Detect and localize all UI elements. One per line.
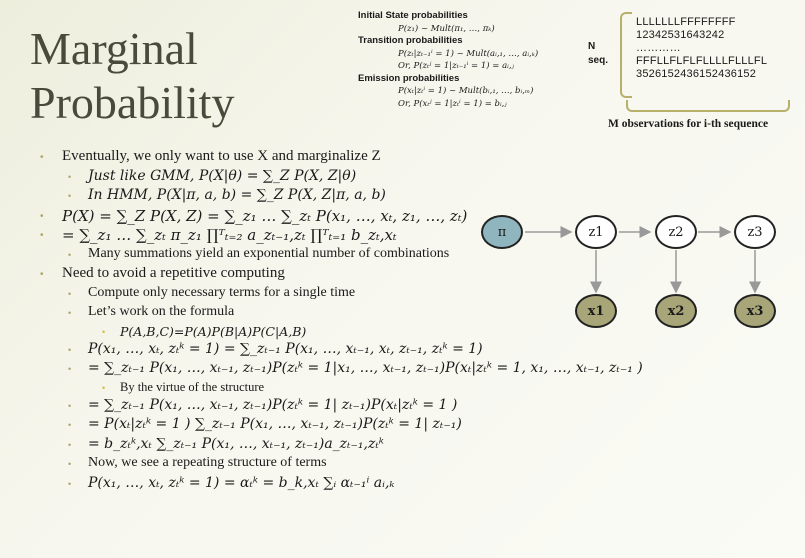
bullet-text: Many summations yield an exponential number of combinations bbox=[88, 245, 450, 261]
bullet-dot: • bbox=[68, 249, 72, 260]
n-sequences-label bbox=[588, 40, 618, 68]
initial-state-equation: P(z₁) ~ Mult(π₁, …, πₖ) bbox=[398, 23, 495, 34]
node-x3: x3 bbox=[734, 294, 776, 328]
bullet-text: = b_zₜᵏ,xₜ ∑_zₜ₋₁ P(x₁, …, xₜ₋₁, zₜ₋₁)a_zₜ₋₁,zₜᵏ bbox=[88, 435, 384, 452]
bullet-dot: • bbox=[40, 269, 44, 280]
bullet-dot: • bbox=[68, 364, 72, 374]
bullet-level-2 bbox=[38, 416, 798, 436]
bullet-level-2 bbox=[38, 168, 798, 188]
bullet-dot: • bbox=[68, 439, 72, 450]
hmm-parameter-definitions bbox=[358, 10, 588, 110]
node-x2: x2 bbox=[655, 294, 697, 328]
sequence-line: LLLLLLLFFFFFFFF bbox=[636, 16, 736, 28]
transition-equation-2: Or, P(zₜʲ = 1|zₜ₋₁ⁱ = 1) = aᵢ,ⱼ bbox=[398, 61, 514, 71]
bullet-dot: • bbox=[40, 210, 44, 222]
bullet-level-2 bbox=[38, 455, 798, 475]
emission-equation-2: Or, P(xₜʲ = 1|zₜⁱ = 1) = bᵢ,ⱼ bbox=[398, 98, 507, 109]
left-brace bbox=[620, 12, 632, 98]
m-observations-label: M observations for i-th sequence bbox=[608, 118, 769, 130]
bullet-dot: • bbox=[102, 326, 106, 337]
sequence-block bbox=[636, 16, 796, 81]
bullet-dot: • bbox=[68, 171, 72, 182]
bullet-dot: • bbox=[68, 288, 72, 299]
initial-state-label: Initial State probabilities bbox=[358, 10, 468, 21]
bullet-level-1 bbox=[38, 148, 798, 168]
bullet-dot: • bbox=[40, 152, 44, 163]
bullet-text: Now, we see a repeating structure of terms bbox=[88, 455, 327, 470]
bullet-text: Need to avoid a repetitive computing bbox=[62, 265, 285, 281]
bullet-text: Compute only necessary terms for a single time bbox=[88, 284, 356, 300]
bullet-text: In HMM, P(X|π, a, b) = ∑_Z P(X, Z|π, a, b) bbox=[88, 187, 386, 203]
node-z2: z2 bbox=[655, 215, 697, 249]
emission-label: Emission probabilities bbox=[358, 72, 460, 84]
bullet-level-2 bbox=[38, 397, 798, 417]
sequence-line: FFFLLFLFLFLLLLFLLLFL bbox=[636, 55, 768, 67]
bullet-text: = ∑_z₁ … ∑_zₜ π_z₁ ∏ᵀₜ₌₂ a_zₜ₋₁,zₜ ∏ᵀₜ₌₁ b_zₜ,xₜ bbox=[62, 226, 397, 244]
bullet-level-2 bbox=[38, 341, 798, 361]
bullet-dot: • bbox=[68, 344, 72, 355]
node-z1: z1 bbox=[575, 215, 617, 249]
bullet-text: = P(xₜ|zₜᵏ = 1 ) ∑_zₜ₋₁ P(x₁, …, xₜ₋₁, zₜ₋₁)P(zₜᵏ = 1| zₜ₋₁) bbox=[88, 416, 462, 432]
seq-label: seq. bbox=[588, 55, 609, 66]
emission-equation-1: P(xₜ|zₜⁱ = 1) ~ Mult(bᵢ,₁, …, bᵢ,ₘ) bbox=[398, 86, 534, 96]
transition-equation-1: P(zₜ|zₜ₋₁ⁱ = 1) ~ Mult(aᵢ,₁, …, aᵢ,ₖ) bbox=[398, 48, 539, 59]
slide-title bbox=[30, 22, 350, 130]
bullet-dot: • bbox=[68, 308, 72, 318]
bullet-dot: • bbox=[68, 420, 72, 430]
sequence-line: 3526152436152436152 bbox=[636, 68, 757, 80]
bullet-text: P(X) = ∑_Z P(X, Z) = ∑_z₁ … ∑_zₜ P(x₁, …, xₜ, z₁, …, zₜ) bbox=[62, 206, 468, 225]
n-label: N bbox=[588, 41, 596, 52]
bullet-text: = ∑_zₜ₋₁ P(x₁, …, xₜ₋₁, zₜ₋₁)P(zₜᵏ = 1| zₜ₋₁)P(xₜ|zₜᵏ = 1 ) bbox=[88, 396, 458, 413]
bullet-dot: • bbox=[40, 230, 44, 241]
bullet-dot: • bbox=[68, 459, 72, 469]
bullet-level-3 bbox=[38, 380, 798, 397]
title-line-1: Marginal bbox=[30, 23, 198, 74]
bullet-dot: • bbox=[68, 478, 72, 489]
node-pi: π bbox=[481, 215, 523, 249]
node-z3: z3 bbox=[734, 215, 776, 249]
sequence-line: 12342531643242 bbox=[636, 29, 725, 41]
sequence-line: ………… bbox=[636, 42, 681, 54]
bullet-text: Eventually, we only want to use X and marginalize Z bbox=[62, 148, 381, 164]
bottom-brace bbox=[626, 100, 790, 112]
bullet-dot: • bbox=[68, 400, 72, 411]
bullet-level-2 bbox=[38, 475, 798, 495]
bullet-text: = ∑_zₜ₋₁ P(x₁, …, xₜ₋₁, zₜ₋₁)P(zₜᵏ = 1|x₁, …, xₜ₋₁, zₜ₋₁)P(xₜ|zₜᵏ = 1, x₁, …, xₜ₋₁, zₜ₋₁ ) bbox=[88, 360, 643, 376]
bullet-dot: • bbox=[68, 191, 72, 201]
hmm-graphical-model bbox=[470, 200, 800, 340]
bullet-text: Let’s work on the formula bbox=[88, 304, 235, 319]
bullet-text: P(A,B,C)=P(A)P(B|A)P(C|A,B) bbox=[120, 323, 307, 339]
bullet-text: P(x₁, …, xₜ, zₜᵏ = 1) = ∑_zₜ₋₁ P(x₁, …, xₜ₋₁, xₜ, zₜ₋₁, zₜᵏ = 1) bbox=[88, 340, 483, 357]
bullet-level-2 bbox=[38, 360, 798, 380]
bullet-text: By the virtue of the structure bbox=[120, 379, 265, 394]
node-x1: x1 bbox=[575, 294, 617, 328]
transition-label: Transition probabilities bbox=[358, 35, 463, 46]
bullet-level-2 bbox=[38, 436, 798, 456]
bullet-text: P(x₁, …, xₜ, zₜᵏ = 1) = αₜᵏ = b_k,xₜ ∑ᵢ αₜ₋₁ⁱ aᵢ,ₖ bbox=[88, 474, 395, 491]
title-line-2: Probability bbox=[30, 77, 235, 128]
bullet-text: Just like GMM, P(X|θ) = ∑_Z P(X, Z|θ) bbox=[88, 167, 357, 184]
bullet-dot: • bbox=[102, 382, 106, 393]
